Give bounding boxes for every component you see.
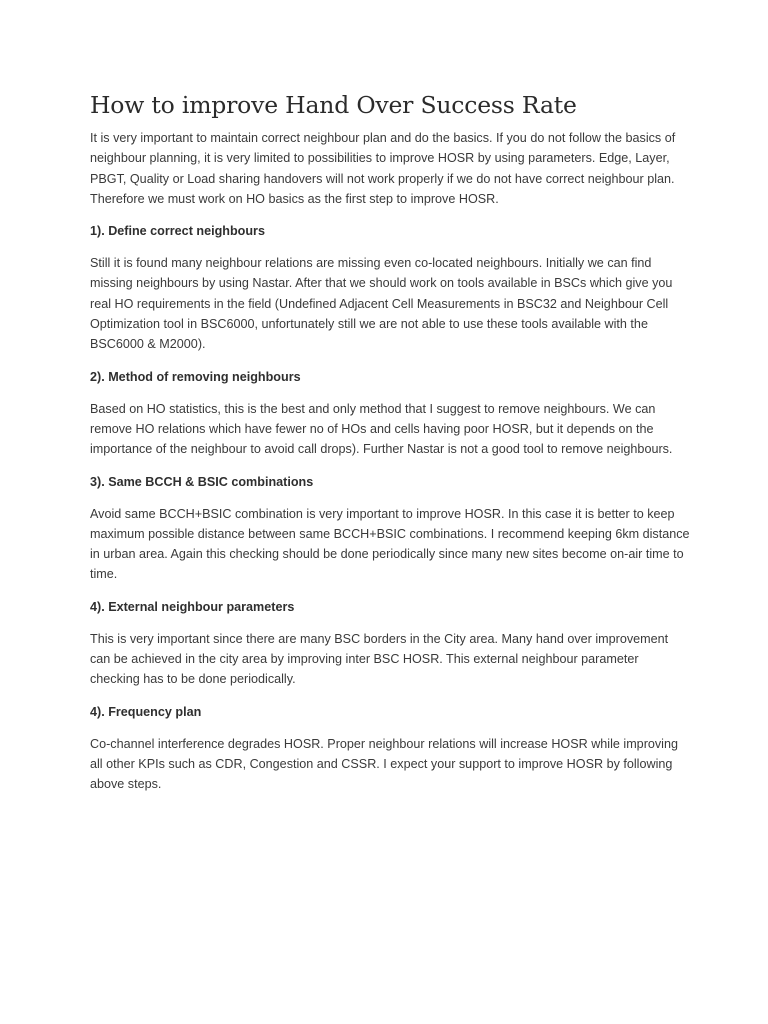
section-define-neighbours bbox=[90, 221, 690, 354]
section-removing-neighbours bbox=[90, 367, 690, 460]
section-body: This is very important since there are many BSC borders in the City area. Many hand over improvement can be achieved in the city area by improving inter BSC HOSR. This external neighbour parameter checking has to be done periodically. bbox=[90, 631, 669, 687]
section-heading: 4). Frequency plan bbox=[90, 704, 202, 719]
section-heading: 1). Define correct neighbours bbox=[90, 224, 265, 239]
document-title: How to improve Hand Over Success Rate bbox=[90, 91, 577, 119]
section-heading: 2). Method of removing neighbours bbox=[90, 369, 301, 384]
section-frequency-plan bbox=[90, 702, 690, 795]
section-body: Co-channel interference degrades HOSR. Proper neighbour relations will increase HOSR while improving all other KPIs such as CDR, Congestion and CSSR. I expect your support to improve HOSR by following above steps. bbox=[90, 736, 678, 792]
section-body: Still it is found many neighbour relations are missing even co-located neighbours. Initially we can find missing neighbours by using Nastar. After that we should work on tools available in BSCs which give you real HO requirements in the field (Undefined Adjacent Cell Measurements in BSC32 and Neighbour Cell Optimization tool in BSC6000, unfortunately still we are not able to use these tools available with the BSC6000 & M2000). bbox=[90, 256, 673, 352]
section-heading: 3). Same BCCH & BSIC combinations bbox=[90, 474, 314, 489]
intro-paragraph: It is very important to maintain correct neighbour plan and do the basics. If you do not follow the basics of neighbour planning, it is very limited to possibilities to improve HOSR by using parameters. Edge, Layer, PBGT, Quality or Load sharing handovers will not work properly if we do not have correct neighbour plan. Therefore we must work on HO basics as the first step to improve HOSR. bbox=[90, 131, 676, 206]
section-body: Avoid same BCCH+BSIC combination is very important to improve HOSR. In this case it is better to keep maximum possible distance between same BCCH+BSIC combinations. I recommend keeping 6km distance in urban area. Again this checking should be done periodically since many new sites become on-air time to time. bbox=[90, 506, 690, 582]
document-page bbox=[90, 88, 690, 807]
section-heading: 4). External neighbour parameters bbox=[90, 599, 295, 614]
section-external-neighbour bbox=[90, 597, 690, 690]
section-body: Based on HO statistics, this is the best and only method that I suggest to remove neighbours. We can remove HO relations which have fewer no of HOs and cells having poor HOSR, but it depends on the importance of the neighbour to avoid call drops). Further Nastar is not a good tool to remove neighbours. bbox=[90, 401, 673, 457]
section-bcch-bsic bbox=[90, 472, 690, 585]
